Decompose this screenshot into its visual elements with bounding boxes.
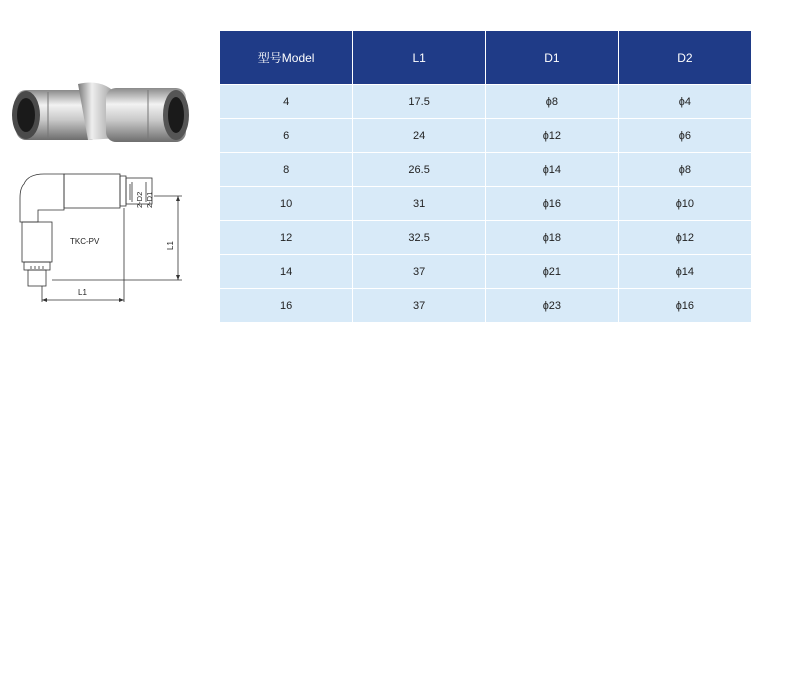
cell-d2: ɸ12	[618, 221, 751, 255]
drawing-vertical-tube	[22, 222, 52, 262]
table-row	[220, 85, 751, 119]
cell-model: 14	[220, 255, 353, 289]
cell-l1: 37	[353, 255, 486, 289]
table-row	[220, 119, 751, 153]
dim-l1-horizontal: L1	[78, 288, 87, 297]
dim-l1-vertical: L1	[166, 241, 175, 250]
drawing-elbow	[20, 174, 64, 222]
table-row	[220, 153, 751, 187]
cell-d1: ɸ14	[486, 153, 619, 187]
table-row	[220, 289, 751, 323]
table-row	[220, 221, 751, 255]
table-row	[220, 187, 751, 221]
spec-table	[220, 31, 751, 322]
drawing-model-label: TKC-PV	[70, 237, 100, 246]
product-photo	[8, 78, 190, 152]
cell-d2: ɸ6	[618, 119, 751, 153]
header-model: 型号Model	[220, 31, 353, 85]
cell-model: 8	[220, 153, 353, 187]
cell-d1: ɸ21	[486, 255, 619, 289]
table-row	[220, 255, 751, 289]
drawing-horizontal-tube	[64, 174, 120, 208]
cell-model: 12	[220, 221, 353, 255]
cell-d1: ɸ23	[486, 289, 619, 323]
cell-d1: ɸ16	[486, 187, 619, 221]
cell-l1: 32.5	[353, 221, 486, 255]
header-d2: D2	[618, 31, 751, 85]
cell-d1: ɸ18	[486, 221, 619, 255]
cell-d2: ɸ10	[618, 187, 751, 221]
cell-d1: ɸ12	[486, 119, 619, 153]
dim-d2: 2-D2	[135, 191, 144, 208]
header-l1: L1	[353, 31, 486, 85]
cell-l1: 17.5	[353, 85, 486, 119]
dim-d1: 2-D1	[145, 191, 154, 208]
cell-d1: ɸ8	[486, 85, 619, 119]
cell-l1: 24	[353, 119, 486, 153]
cell-model: 10	[220, 187, 353, 221]
cell-l1: 26.5	[353, 153, 486, 187]
cell-d2: ɸ8	[618, 153, 751, 187]
cell-model: 16	[220, 289, 353, 323]
technical-drawing	[14, 170, 194, 305]
cell-d2: ɸ4	[618, 85, 751, 119]
header-d1: D1	[486, 31, 619, 85]
cell-model: 4	[220, 85, 353, 119]
table-header-row	[220, 31, 751, 85]
cell-d2: ɸ14	[618, 255, 751, 289]
cell-l1: 37	[353, 289, 486, 323]
cell-model: 6	[220, 119, 353, 153]
cell-d2: ɸ16	[618, 289, 751, 323]
cell-l1: 31	[353, 187, 486, 221]
